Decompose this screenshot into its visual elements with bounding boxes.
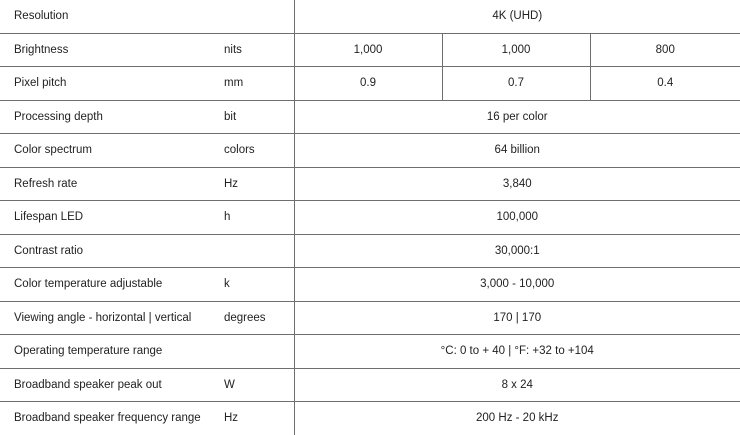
- table-row: [0, 201, 740, 235]
- row-unit: W: [220, 368, 294, 402]
- row-label: Pixel pitch: [0, 67, 220, 101]
- row-label: Contrast ratio: [0, 234, 220, 268]
- row-unit: k: [220, 268, 294, 302]
- row-label: Color spectrum: [0, 134, 220, 168]
- row-unit: nits: [220, 33, 294, 67]
- row-label: Viewing angle - horizontal | vertical: [0, 301, 220, 335]
- row-label: Brightness: [0, 33, 220, 67]
- row-value: 30,000:1: [294, 234, 740, 268]
- row-unit: [220, 234, 294, 268]
- row-unit: Hz: [224, 412, 239, 425]
- row-unit: h: [220, 201, 294, 235]
- table-row: [0, 234, 740, 268]
- table-row: [0, 268, 740, 302]
- row-unit: [220, 335, 294, 369]
- row-label: Operating temperature range: [0, 335, 220, 369]
- row-unit: mm: [220, 67, 294, 101]
- row-label: Resolution: [0, 0, 220, 33]
- row-unit: colors: [220, 134, 294, 168]
- row-label: Refresh rate: [0, 167, 220, 201]
- table-row: [0, 134, 740, 168]
- row-label: Broadband speaker peak out: [0, 368, 220, 402]
- row-unit: Hz: [220, 167, 294, 201]
- row-value: 1,000: [294, 33, 442, 67]
- row-value: 200 Hz - 20 kHz: [294, 402, 740, 435]
- row-value: 0.4: [590, 67, 740, 101]
- table-row: [0, 100, 740, 134]
- row-unit: degrees: [220, 301, 294, 335]
- row-value: 4K (UHD): [294, 0, 740, 33]
- row-label: Lifespan LED: [0, 201, 220, 235]
- row-unit: [220, 0, 294, 33]
- row-value: 3,840: [294, 167, 740, 201]
- row-unit: bit: [220, 100, 294, 134]
- row-value: 100,000: [294, 201, 740, 235]
- row-value: °C: 0 to + 40 | °F: +32 to +104: [294, 335, 740, 369]
- row-label: Color temperature adjustable: [0, 268, 220, 302]
- row-value: 16 per color: [294, 100, 740, 134]
- row-value: 8 x 24: [294, 368, 740, 402]
- row-value: 3,000 - 10,000: [294, 268, 740, 302]
- row-value: 0.9: [294, 67, 442, 101]
- table-row: [0, 402, 740, 435]
- row-value: 0.7: [442, 67, 590, 101]
- table-row: [0, 368, 740, 402]
- row-value: 170 | 170: [294, 301, 740, 335]
- table-row: [0, 335, 740, 369]
- table-row: [0, 167, 740, 201]
- row-label: Processing depth: [0, 100, 220, 134]
- row-value: 64 billion: [294, 134, 740, 168]
- row-label: Broadband speaker frequency range: [14, 412, 201, 425]
- row-value: 800: [590, 33, 740, 67]
- row-value: 1,000: [442, 33, 590, 67]
- table-row: [0, 67, 740, 101]
- table-row: [0, 301, 740, 335]
- table-row: [0, 33, 740, 67]
- table-row: [0, 0, 740, 33]
